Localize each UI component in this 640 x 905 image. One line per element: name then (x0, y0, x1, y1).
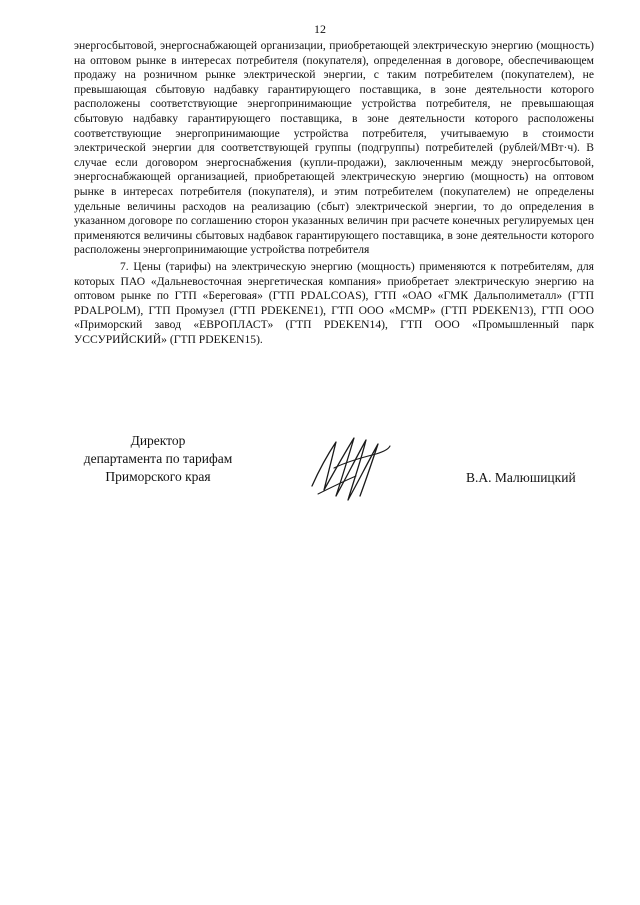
signer-title-line-2: департамента по тарифам (83, 451, 233, 466)
signer-title-line-1: Директор (130, 433, 186, 448)
paragraph-continued: энергосбытовой, энергоснабжающей организации, приобретающей электрическую энергию (мощность) на оптовом рынке в интересах потребителя (покупателя), определенная в договоре, обеспечивающем продажу на розничном рынке электрической энергии, с таким потребителем (покупателем), не превышающая сбытовую надбавку гарантирующего поставщика, в зоне деятельности которого расположены соответствующие энергопринимающие устройства потребителя, не превышающая сбытовую надбавку гарантирующего поставщика, в зоне деятельности которого расположены соответствующие энергопринимающие устройства потребителя, учитываемую в стоимости электрической энергии для соответствующей группы (подгруппы) потребителей (рублей/МВт·ч). В случае если договором энергоснабжения (купли-продажи), заключенным между энергосбытовой, энергоснабжающей организацией, приобретающей электрическую энергию (мощность) на оптовом рынке в интересах потребителя (покупателя), и этим потребителем (покупателем) не определены удельные величины расходов на реализацию (сбыт) электрической энергии, то до определения в указанном договоре по соглашению сторон указанных величин при расчете конечных регулируемых цен применяются величины сбытовых надбавок гарантирующего поставщика, в зоне деятельности которого расположены энергопринимающие устройства потребителя (74, 39, 594, 257)
signature-block (0, 428, 640, 538)
signer-title-line-3: Приморского края (105, 469, 211, 484)
document-body (74, 39, 594, 347)
handwritten-signature (306, 428, 394, 508)
signer-name: В.А. Малюшицкий (466, 470, 576, 485)
signer-title (58, 432, 258, 486)
page-number: 12 (314, 22, 326, 36)
paragraph-7: 7. Цены (тарифы) на электрическую энергию (мощность) применяются к потребителям, для которых ПАО «Дальневосточная энергетическая компания» приобретает электрическую энергию на оптовом рынке по ГТП «Береговая» (ГТП PDALCOAS), ГТП «ОАО «ГМК Дальполиметалл» (ГТП PDALPOLM), ГТП Промузел (ГТП PDEKENE1), ГТП ООО «МСМР» (ГТП PDEKEN13), ГТП ООО «Приморский завод «ЕВРОПЛАСТ» (ГТП PDEKEN14), ГТП ООО «Промышленный парк УССУРИЙСКИЙ» (ГТП PDEKEN15). (74, 259, 594, 346)
